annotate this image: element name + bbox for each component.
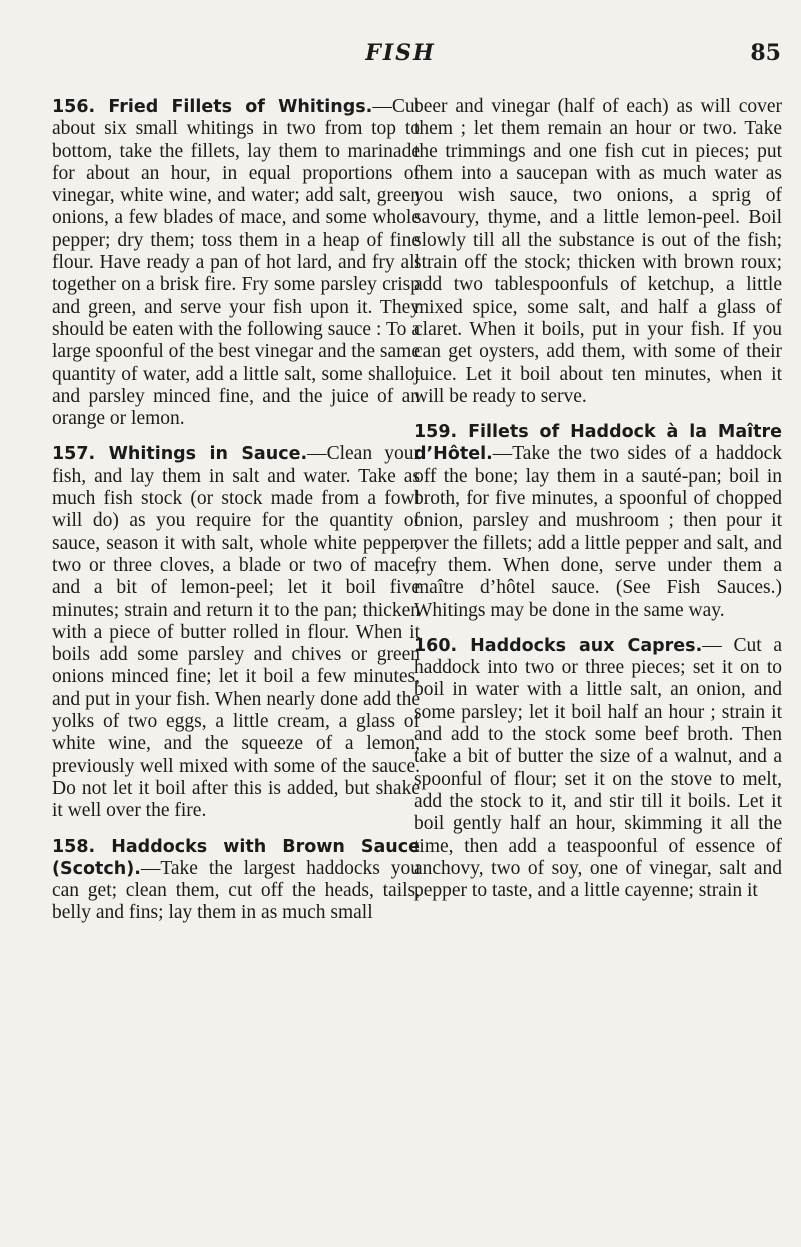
right-column — [414, 96, 782, 915]
left-column — [52, 96, 420, 938]
recipe-157 — [52, 443, 420, 822]
recipe-156-body: —Cut about six small whitings in two from top to bottom, take the fillets, lay them to marinade for about an hour, in equal proportions of vinegar, white wine, and water; add salt, green onions, a few blades of mace, and some whole pepper; dry them; toss them in a heap of fine flour. Have ready a pan of hot lard, and fry all together on a brisk fire. Fry some parsley crisp and green, and serve your fish upon it. They should be eaten with the following sauce : To a large spoonful of the best vinegar and the same quantity of water, add a little salt, some shallot and parsley minced fine, and the juice of an orange or lemon. — [52, 96, 420, 430]
recipe-160-body: — Cut a haddock into two or three pieces; set it on to boil in water with a little salt, an onion, and some parsley; let it boil half an hour ; strain it and add to the stock some beef broth. Then take a bit of butter the size of a walnut, and a spoonful of flour; set it on the stove to melt, add the stock to it, and stir till it boils. Let it boil gently half an hour, skimming it all the time, then add a teaspoonful of essence of anchovy, two of soy, one of vinegar, salt and pepper to taste, and a little cayenne; strain it — [414, 634, 782, 902]
recipe-158-body: —Take the largest haddocks you can get; clean them, cut off the heads, tails, belly and fins; lay them in as much small — [52, 857, 420, 924]
recipe-159-heading: 159. Fillets of Haddock à la Maître d’Hôtel. — [414, 422, 782, 465]
page-number: 85 — [750, 40, 781, 66]
recipe-157-body: —Clean your fish, and lay them in salt and water. Take as much fish stock (or stock made from a fowl will do) as you require for the quantity of sauce, season it with salt, whole white pepper, two or three cloves, a blade or two of mace, and a bit of lemon-peel; let it boil five minutes; strain and return it to the pan; thicken with a piece of butter rolled in flour. When it boils add some parsley and chives or green onions minced fine; let it boil a few minutes, and put in your fish. When nearly done add the yolks of two eggs, a little cream, a glass of white wine, and the squeeze of a lemon, previously well mixed with some of the sauce. Do not let it boil after this is added, but shake it well over the fire. — [52, 443, 420, 822]
running-title: FISH — [365, 40, 436, 66]
recipe-160-heading: 160. Haddocks aux Capres. — [414, 635, 703, 656]
recipe-156-heading: 156. Fried Fillets of Whitings. — [52, 97, 373, 117]
recipe-158-heading: 158. Haddocks with Brown Sauce (Scotch). — [52, 836, 420, 879]
recipe-158-continued: beer and vinegar (half of each) as will cover them ; let them remain an hour or two. Take the trimmings and one fish cut in pieces; put them into a saucepan with as much water as you wish sauce, two onions, a sprig of savoury, thyme, and a little lemon-peel. Boil slowly till all the substance is out of the fish; strain off the stock; thicken with brown roux; add two tablespoonfuls of ketchup, a little mixed spice, some salt, and half a glass of claret. When it boils, put in your fish. If you can get oysters, add them, with some of their juice. Let it boil about ten minutes, when it will be ready to serve. — [414, 96, 782, 407]
recipe-159 — [414, 421, 782, 622]
running-head — [0, 40, 801, 80]
recipe-156 — [52, 96, 420, 430]
recipe-157-heading: 157. Whitings in Sauce. — [52, 444, 308, 465]
recipe-159-body: —Take the two sides of a haddock off the bone; lay them in a sauté-pan; boil in broth, for five minutes, a spoonful of chopped onion, parsley and mushroom ; then pour it over the fillets; add a little pepper and salt, and fry them. When done, serve under them a maître d’hôtel sauce. (See Fish Sauces.) Whitings may be done in the same way. — [414, 443, 782, 621]
recipe-158 — [52, 836, 420, 925]
recipe-160 — [414, 635, 782, 903]
